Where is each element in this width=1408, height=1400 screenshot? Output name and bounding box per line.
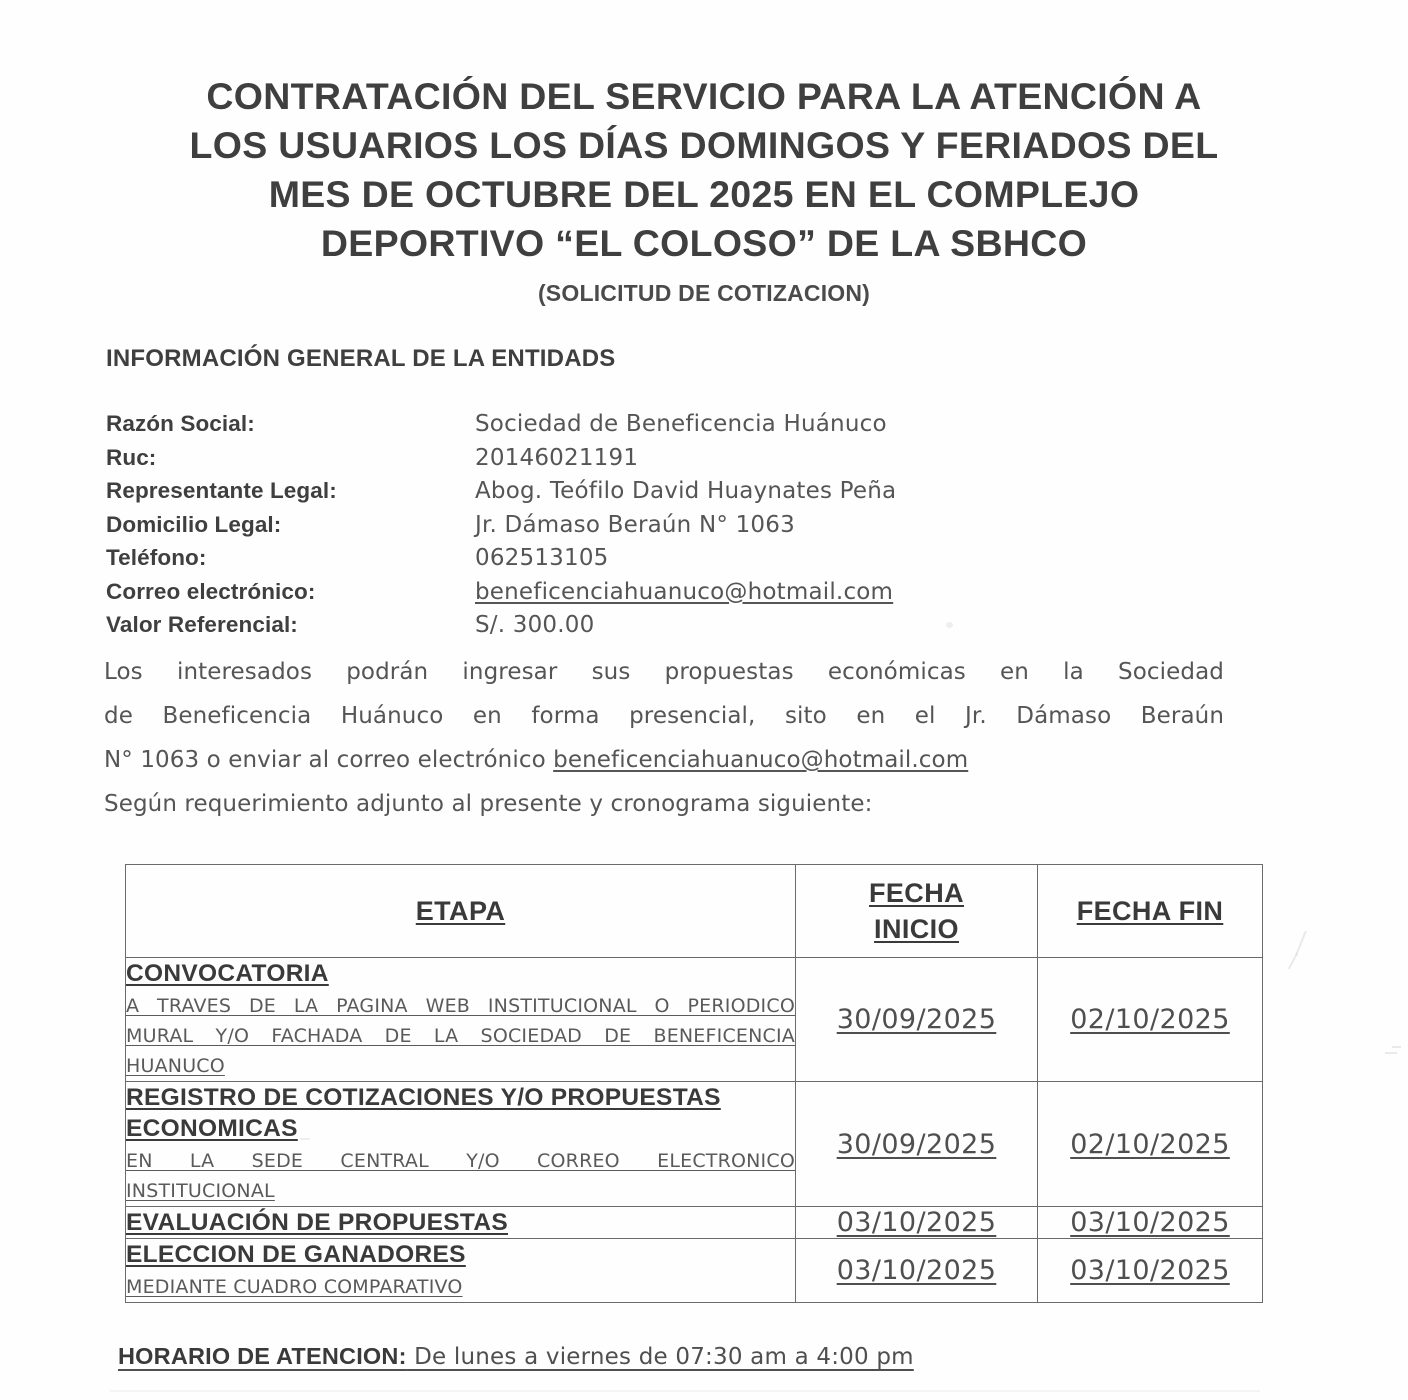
info-row-razon-social xyxy=(106,411,1236,445)
paragraph-line-3-prefix: N° 1063 o enviar al correo electrónico xyxy=(104,747,554,773)
title-line-2: LOS USUARIOS LOS DÍAS DOMINGOS Y FERIADOS DEL xyxy=(189,124,1219,166)
cell-fecha-fin xyxy=(1038,958,1263,1082)
table-row xyxy=(126,1207,1263,1239)
title-line-1: CONTRATACIÓN DEL SERVICIO PARA LA ATENCIÓN A xyxy=(206,75,1202,117)
info-label: Domicilio Legal: xyxy=(106,511,282,537)
entity-info-list xyxy=(106,411,1236,646)
fecha-fin-value: 03/10/2025 xyxy=(1070,1207,1230,1238)
etapa-description-line-1: MEDIANTE CUADRO COMPARATIVO xyxy=(126,1276,463,1298)
cell-etapa-evaluacion-propuestas xyxy=(126,1207,796,1239)
section-heading-informacion-general: INFORMACIÓN GENERAL DE LA ENTIDADS xyxy=(106,345,616,372)
scan-artifact xyxy=(1385,1052,1397,1054)
info-value: 20146021191 xyxy=(475,444,639,471)
column-header-fecha-fin-label: FECHA FIN xyxy=(1076,896,1224,926)
info-value: Jr. Dámaso Beraún N° 1063 xyxy=(475,511,795,538)
cell-fecha-inicio xyxy=(796,1207,1038,1239)
cell-fecha-fin xyxy=(1038,1239,1263,1303)
horario-atencion xyxy=(118,1343,914,1370)
cell-etapa-eleccion-ganadores xyxy=(126,1239,796,1303)
document-title xyxy=(104,72,1304,307)
etapa-title: CONVOCATORIA xyxy=(126,960,329,987)
paragraph-line-2: de Beneficencia Huánuco en forma presencial, sito en el Jr. Dámaso Beraún xyxy=(104,703,1224,729)
cell-etapa-convocatoria xyxy=(126,958,796,1082)
intro-paragraph xyxy=(104,650,1224,826)
fecha-fin-value: 02/10/2025 xyxy=(1070,1004,1230,1035)
etapa-description-line-2: INSTITUCIONAL xyxy=(126,1180,275,1202)
paragraph-line-3 xyxy=(104,738,1224,782)
info-row-correo-electronico xyxy=(106,579,1236,613)
etapa-description xyxy=(126,1272,795,1302)
info-row-valor-referencial xyxy=(106,612,1236,646)
info-label: Correo electrónico: xyxy=(106,578,316,604)
etapa-title-line-1: REGISTRO DE COTIZACIONES Y/O PROPUESTAS xyxy=(126,1084,721,1111)
cell-fecha-fin xyxy=(1038,1207,1263,1239)
horario-label: HORARIO DE ATENCION: xyxy=(118,1343,407,1369)
table-header-row xyxy=(126,865,1263,958)
email-link-inline[interactable]: beneficenciahuanuco@hotmail.com xyxy=(553,747,969,773)
scan-artifact xyxy=(946,622,953,628)
info-label: Ruc: xyxy=(106,444,157,470)
fecha-inicio-value: 30/09/2025 xyxy=(836,1004,997,1035)
scan-artifact xyxy=(1295,931,1307,956)
paragraph-line-1: Los interesados podrán ingresar sus propuestas económicas en la Sociedad xyxy=(104,659,1224,685)
column-header-fecha-inicio-line1: FECHA xyxy=(869,878,964,908)
etapa-description xyxy=(126,1146,795,1206)
etapa-description-line-1: EN LA SEDE CENTRAL Y/O CORREO ELECTRONICO xyxy=(126,1150,795,1172)
fecha-inicio-value: 03/10/2025 xyxy=(836,1255,997,1286)
info-value: Abog. Teófilo David Huaynates Peña xyxy=(475,478,897,504)
table-row xyxy=(126,1239,1263,1303)
title-line-4: DEPORTIVO “EL COLOSO” DE LA SBHCO xyxy=(320,222,1088,264)
scan-artifact xyxy=(1288,953,1298,970)
scan-artifact xyxy=(110,1390,1260,1392)
info-value: Sociedad de Beneficencia Huánuco xyxy=(475,411,887,437)
cell-fecha-fin xyxy=(1038,1082,1263,1207)
scan-artifact xyxy=(1392,1046,1401,1048)
fecha-inicio-value: 03/10/2025 xyxy=(836,1207,997,1238)
email-link[interactable]: beneficenciahuanuco@hotmail.com xyxy=(475,578,894,605)
info-value: 062513105 xyxy=(475,545,609,571)
etapa-title: EVALUACIÓN DE PROPUESTAS xyxy=(126,1209,508,1236)
info-label: Representante Legal: xyxy=(106,478,337,503)
info-value: S/. 300.00 xyxy=(475,612,595,638)
cell-fecha-inicio xyxy=(796,958,1038,1082)
etapa-description xyxy=(126,991,795,1081)
info-row-telefono xyxy=(106,545,1236,579)
table-row xyxy=(126,1082,1263,1207)
etapa-title-line-2: ECONOMICAS xyxy=(126,1115,298,1142)
fecha-fin-value: 02/10/2025 xyxy=(1070,1128,1230,1160)
cell-fecha-inicio xyxy=(796,1239,1038,1303)
fecha-fin-value: 03/10/2025 xyxy=(1070,1255,1230,1286)
etapa-description-line-1: A TRAVES DE LA PAGINA WEB INSTITUCIONAL O PERIODICO xyxy=(126,995,795,1017)
horario-value: De lunes a viernes de 07:30 am a 4:00 pm xyxy=(406,1344,914,1370)
cell-etapa-registro-cotizaciones xyxy=(126,1082,796,1207)
paragraph-line-4: Según requerimiento adjunto al presente y cronograma siguiente: xyxy=(104,791,873,817)
info-row-ruc xyxy=(106,445,1236,479)
info-row-domicilio-legal xyxy=(106,512,1236,546)
info-label: Razón Social: xyxy=(106,411,255,436)
column-header-etapa xyxy=(126,865,796,958)
column-header-fecha-fin xyxy=(1038,865,1263,958)
fecha-inicio-value: 30/09/2025 xyxy=(836,1128,997,1160)
cell-fecha-inicio xyxy=(796,1082,1038,1207)
table-row xyxy=(126,958,1263,1082)
column-header-fecha-inicio xyxy=(796,865,1038,958)
cronograma-table xyxy=(125,864,1263,1303)
info-row-representante-legal xyxy=(106,478,1236,512)
etapa-title: ELECCION DE GANADORES xyxy=(126,1241,466,1268)
column-header-fecha-inicio-line2: INICIO xyxy=(874,914,959,944)
etapa-description-line-3: HUANUCO xyxy=(126,1055,225,1077)
title-line-3: MES DE OCTUBRE DEL 2025 EN EL COMPLEJO xyxy=(268,173,1140,215)
scan-artifact xyxy=(300,1138,310,1140)
etapa-description-line-2: MURAL Y/O FACHADA DE LA SOCIEDAD DE BENEFICENCIA xyxy=(126,1025,795,1047)
info-label: Teléfono: xyxy=(106,545,207,570)
column-header-etapa-label: ETAPA xyxy=(415,896,506,926)
document-subtitle: (SOLICITUD DE COTIZACION) xyxy=(537,280,871,306)
info-label: Valor Referencial: xyxy=(106,612,298,637)
